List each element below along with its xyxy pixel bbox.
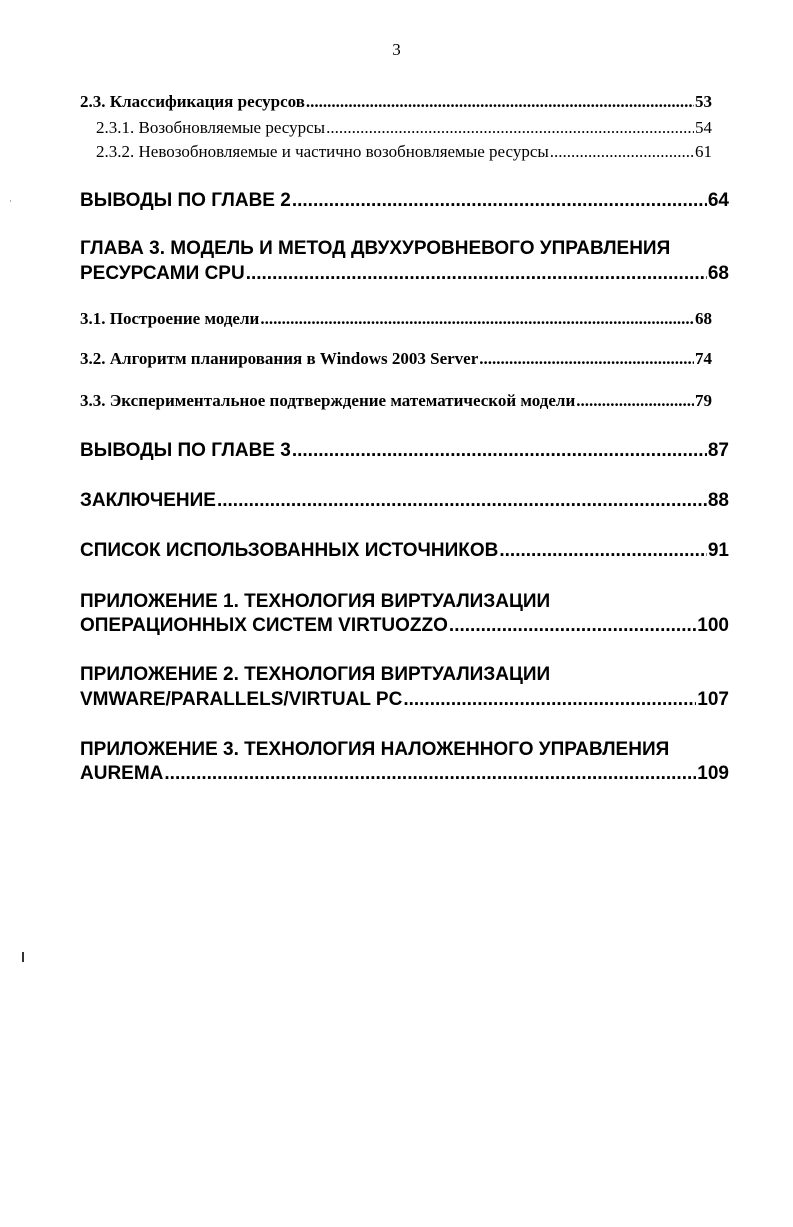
dot-leader (403, 689, 696, 711)
toc-entry-page: 64 (707, 190, 729, 211)
toc-entry-references[interactable] (80, 540, 729, 562)
toc-entry-page: 109 (697, 763, 729, 784)
toc-entry-conclusions-ch2[interactable] (80, 190, 729, 212)
toc-entry-title: СПИСОК ИСПОЛЬЗОВАННЫХ ИСТОЧНИКОВ (80, 540, 499, 561)
toc-entry-page: 100 (697, 615, 729, 636)
dot-leader (292, 190, 707, 212)
toc-entry-conclusion[interactable] (80, 490, 729, 512)
toc-entry-title: 3.3. Экспериментальное подтверждение математической модели (80, 391, 576, 410)
toc-entry-appendix2-line1[interactable]: ПРИЛОЖЕНИЕ 2. ТЕХНОЛОГИЯ ВИРТУАЛИЗАЦИИ (80, 664, 551, 685)
toc-entry-appendix1-line1[interactable]: ПРИЛОЖЕНИЕ 1. ТЕХНОЛОГИЯ ВИРТУАЛИЗАЦИИ (80, 591, 551, 612)
toc-entry-page: 61 (695, 142, 712, 161)
toc-entry-page: 87 (707, 440, 729, 461)
toc-entry-title: ВЫВОДЫ ПО ГЛАВЕ 3 (80, 440, 291, 461)
scan-speck (10, 200, 11, 202)
dot-leader (306, 92, 694, 112)
dot-leader (326, 118, 694, 138)
toc-entry-appendix2[interactable] (80, 689, 729, 711)
dot-leader (479, 349, 694, 369)
dot-leader (164, 763, 696, 785)
dot-leader (292, 440, 707, 462)
page-number: 3 (392, 40, 401, 59)
toc-entry-page: 91 (707, 540, 729, 561)
toc-entry-page: 54 (695, 118, 712, 137)
toc-entry-3-2[interactable] (80, 349, 712, 369)
dot-leader (550, 142, 694, 162)
dot-leader (217, 490, 707, 512)
scan-speck (22, 952, 24, 962)
toc-entry-page: 68 (695, 309, 712, 328)
toc-entry-chapter3-line1[interactable]: ГЛАВА 3. МОДЕЛЬ И МЕТОД ДВУХУРОВНЕВОГО УПРАВЛЕНИЯ (80, 238, 671, 259)
toc-entry-3-1[interactable] (80, 309, 712, 329)
toc-entry-title: 3.2. Алгоритм планирования в Windows 2003 Server (80, 349, 479, 368)
toc-entry-appendix3[interactable] (80, 763, 729, 785)
toc-entry-page: 79 (695, 391, 712, 410)
toc-entry-page: 74 (695, 349, 712, 368)
toc-entry-2-3[interactable] (80, 92, 712, 112)
toc-entry-3-3[interactable] (80, 391, 712, 411)
toc-entry-title: VMWARE/PARALLELS/VIRTUAL PC (80, 689, 403, 710)
toc-entry-title: 2.3.1. Возобновляемые ресурсы (96, 118, 326, 137)
toc-entry-title: 2.3. Классификация ресурсов (80, 92, 305, 111)
toc-entry-page: 53 (695, 92, 712, 111)
toc-entry-appendix3-line1[interactable]: ПРИЛОЖЕНИЕ 3. ТЕХНОЛОГИЯ НАЛОЖЕННОГО УПРАВЛЕНИЯ (80, 739, 670, 760)
dot-leader (499, 540, 707, 562)
toc-entry-title: ЗАКЛЮЧЕНИЕ (80, 490, 216, 511)
toc-entry-title: ВЫВОДЫ ПО ГЛАВЕ 2 (80, 190, 291, 211)
toc-entry-2-3-1[interactable] (96, 118, 712, 138)
dot-leader (576, 391, 694, 411)
toc-entry-title: РЕСУРСАМИ CPU (80, 263, 245, 284)
toc-entry-title: 3.1. Построение модели (80, 309, 260, 328)
toc-entry-chapter3[interactable] (80, 263, 729, 285)
toc-entry-appendix1[interactable] (80, 615, 729, 637)
toc-entry-2-3-2[interactable] (96, 142, 712, 162)
toc-entry-page: 107 (697, 689, 729, 710)
toc-entry-title: 2.3.2. Невозобновляемые и частично возобновляемые ресурсы (96, 142, 549, 161)
toc-entry-title: AUREMA (80, 763, 164, 784)
dot-leader (246, 263, 707, 285)
toc-entry-title: ОПЕРАЦИОННЫХ СИСТЕМ VIRTUOZZO (80, 615, 448, 636)
dot-leader (260, 309, 694, 329)
dot-leader (449, 615, 696, 637)
toc-entry-conclusions-ch3[interactable] (80, 440, 729, 462)
toc-entry-page: 68 (707, 263, 729, 284)
toc-entry-page: 88 (707, 490, 729, 511)
